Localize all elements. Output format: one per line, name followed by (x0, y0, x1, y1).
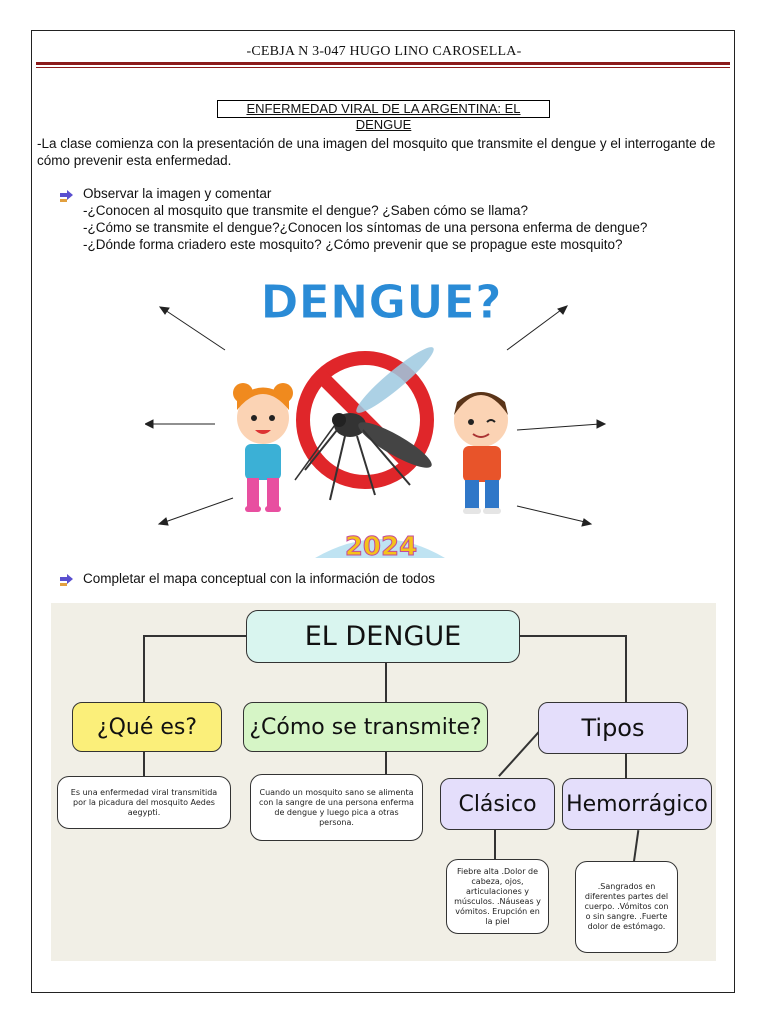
connector (633, 830, 639, 864)
connector (625, 635, 627, 703)
school-header: -CEBJA N 3-047 HUGO LINO CAROSELLA- (246, 44, 522, 59)
boy-character (454, 392, 508, 514)
connector (494, 829, 496, 861)
connector (143, 750, 145, 776)
document-title: ENFERMEDAD VIRAL DE LA ARGENTINA: EL DENGUE (217, 100, 550, 118)
node-hemorrhagic: Hemorrágico (562, 778, 712, 830)
no-mosquito-sign (295, 341, 439, 500)
node-root: EL DENGUE (246, 610, 520, 663)
node-classic: Clásico (440, 778, 555, 830)
connector (498, 728, 542, 777)
connector (143, 635, 249, 637)
arrow-bullet-icon (60, 190, 74, 202)
complete-title: Completar el mapa conceptual con la información de todos (83, 571, 435, 586)
node-what: ¿Qué es? (72, 702, 222, 752)
year-label: 2024 (344, 532, 418, 562)
connector (385, 750, 387, 776)
question-2: -¿Cómo se transmite el dengue?¿Conocen los síntomas de una persona enferma de dengue? (83, 220, 648, 235)
girl-character (233, 383, 293, 512)
question-1: -¿Conocen al mosquito que transmite el dengue? ¿Saben cómo se llama? (83, 203, 528, 218)
connector (625, 752, 627, 778)
connector (519, 635, 626, 637)
note-how: Cuando un mosquito sano se alimenta con la sangre de una persona enferma de dengue y luego pica a otras persona. (250, 774, 423, 841)
dengue-headline: DENGUE? (260, 275, 502, 329)
arrow-bullet-icon (60, 574, 74, 586)
dengue-illustration (145, 270, 615, 565)
connector (143, 635, 145, 703)
header-rule-thin (36, 67, 730, 68)
question-3: -¿Dónde forma criadero este mosquito? ¿Cómo prevenir que se propague este mosquito? (83, 237, 623, 252)
note-what: Es una enfermedad viral transmitida por la picadura del mosquito Aedes aegypti. (57, 776, 231, 829)
connector (385, 661, 387, 703)
concept-map (51, 603, 716, 961)
note-classic: Fiebre alta .Dolor de cabeza, ojos, articulaciones y músculos. .Náuseas y vómitos. Erupción en la piel (446, 859, 549, 934)
intro-paragraph: -La clase comienza con la presentación de una imagen del mosquito que transmite el dengue y el interrogante de cómo prevenir esta enfermedad. (37, 136, 716, 168)
node-how: ¿Cómo se transmite? (243, 702, 488, 752)
note-hemorrhagic: .Sangrados en diferentes partes del cuerpo. .Vómitos con o sin sangre. .Fuerte dolor de estómago. (575, 861, 678, 953)
header-rule-thick (36, 62, 730, 65)
observe-title: Observar la imagen y comentar (83, 186, 272, 201)
node-types: Tipos (538, 702, 688, 754)
